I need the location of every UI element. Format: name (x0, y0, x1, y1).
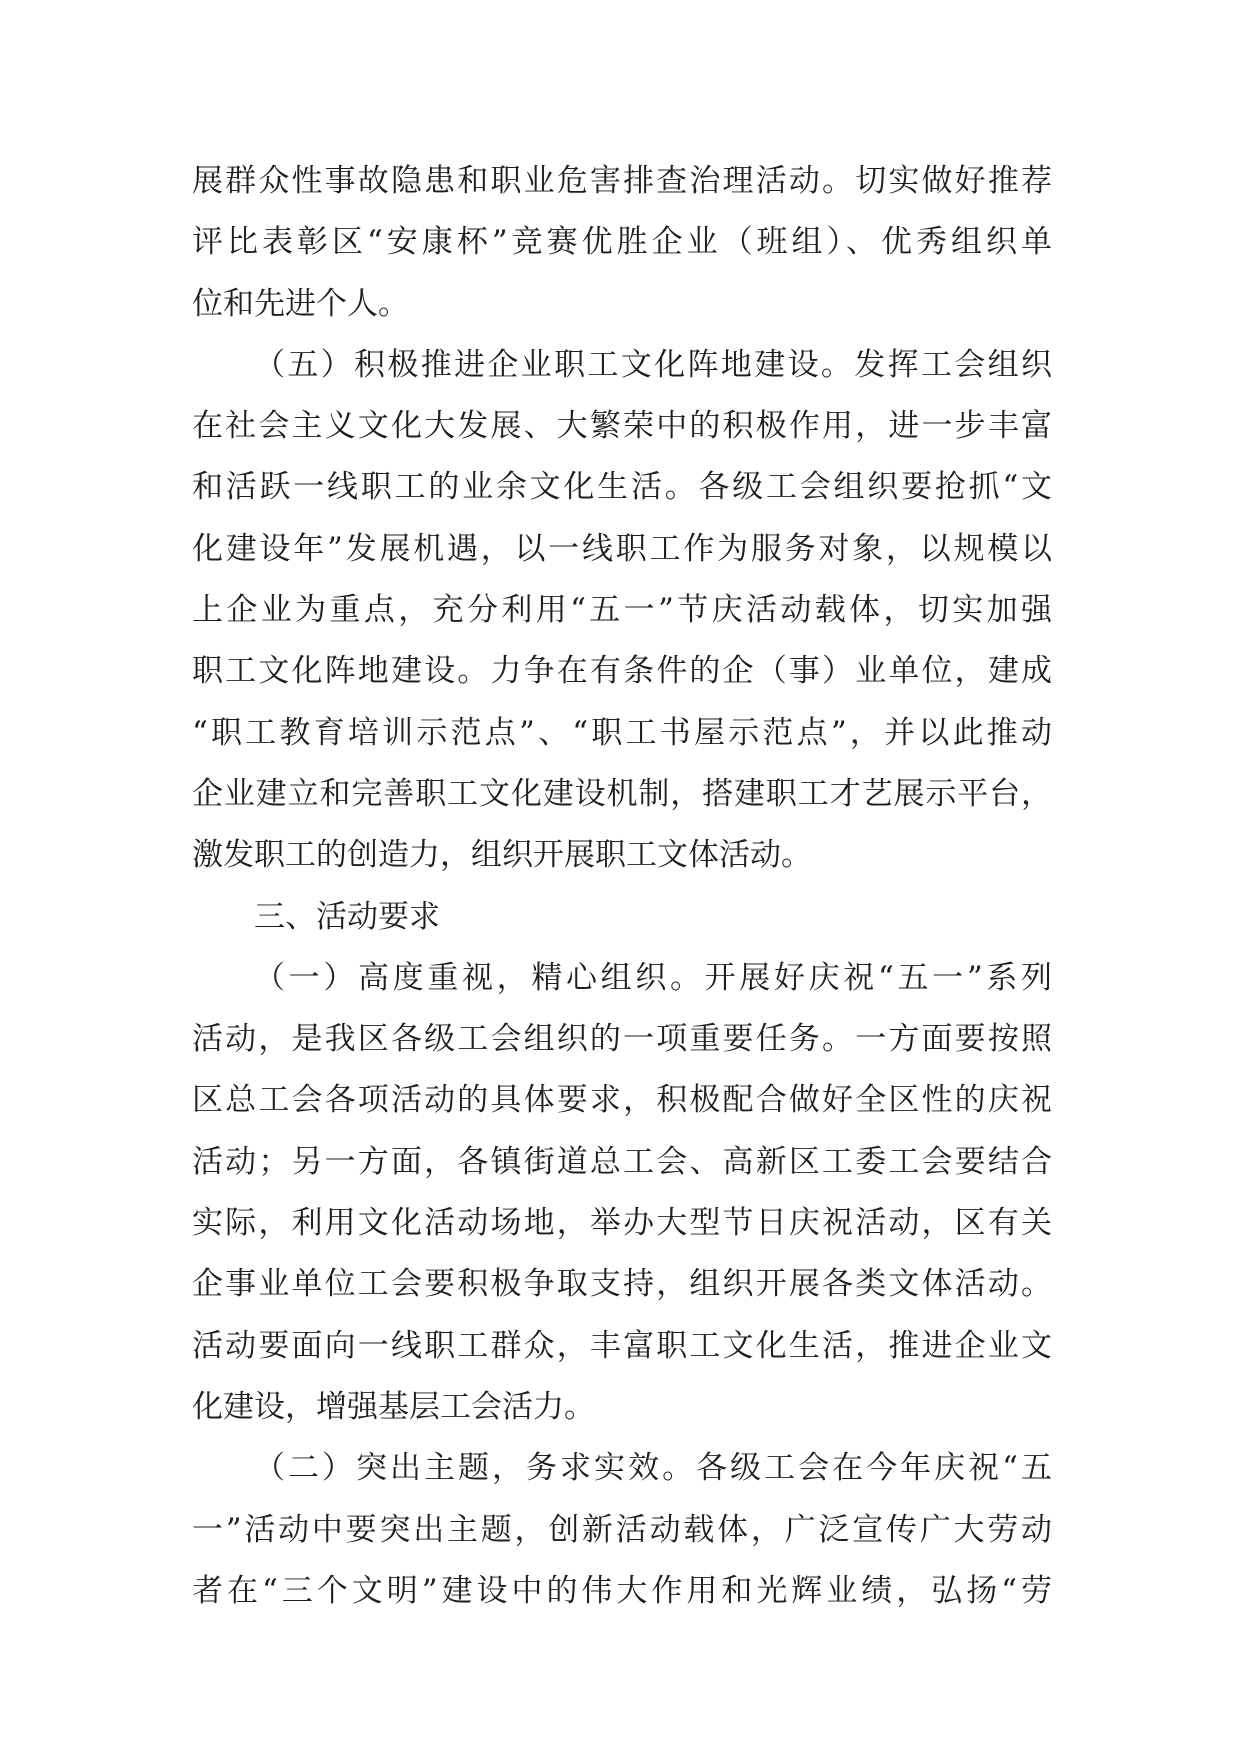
text-line: 上企业为重点，充分利用“五一”节庆活动载体，切实加强 (192, 592, 1052, 629)
text-line: 激发职工的创造力，组织开展职工文体活动。 (192, 837, 812, 874)
text-line: “职工教育培训示范点”、“职工书屋示范点”，并以此推动 (192, 714, 1052, 751)
text-line: 实际，利用文化活动场地，举办大型节日庆祝活动，区有关 (192, 1205, 1052, 1242)
text-line: 活动，是我区各级工会组织的一项重要任务。一方面要按照 (192, 1021, 1052, 1058)
text-line: （二）突出主题，务求实效。各级工会在今年庆祝“五 (254, 1450, 1052, 1487)
text-line: 职工文化阵地建设。力争在有条件的企（事）业单位，建成 (192, 653, 1052, 690)
text-line: 在社会主义文化大发展、大繁荣中的积极作用，进一步丰富 (192, 408, 1052, 445)
text-line: 展群众性事故隐患和职业危害排查治理活动。切实做好推荐 (192, 163, 1052, 199)
text-line: 活动要面向一线职工群众，丰富职工文化生活，推进企业文 (192, 1327, 1052, 1364)
text-line: 一”活动中要突出主题，创新活动载体，广泛宣传广大劳动 (192, 1511, 1052, 1548)
text-line: 和活跃一线职工的业余文化生活。各级工会组织要抢抓“文 (192, 469, 1052, 506)
text-line: 活动；另一方面，各镇街道总工会、高新区工委工会要结合 (192, 1143, 1052, 1180)
text-line: 化建设年”发展机遇，以一线职工作为服务对象，以规模以 (192, 530, 1052, 567)
text-line: 评比表彰区“安康杯”竞赛优胜企业（班组）、优秀组织单 (192, 224, 1052, 261)
text-line: 区总工会各项活动的具体要求，积极配合做好全区性的庆祝 (192, 1082, 1052, 1119)
text-line: 企事业单位工会要积极争取支持，组织开展各类文体活动。 (192, 1266, 1052, 1303)
text-line: （一）高度重视，精心组织。开展好庆祝“五一”系列 (254, 959, 1052, 996)
document-body (192, 151, 1052, 1622)
text-line: 者在“三个文明”建设中的伟大作用和光辉业绩，弘扬“劳 (192, 1572, 1052, 1609)
text-line: 三、活动要求 (254, 898, 440, 935)
text-line: （五）积极推进企业职工文化阵地建设。发挥工会组织 (254, 346, 1052, 383)
text-line: 化建设，增强基层工会活力。 (192, 1388, 595, 1425)
text-line: 位和先进个人。 (192, 285, 409, 322)
text-line: 企业建立和完善职工文化建设机制，搭建职工才艺展示平台， (192, 775, 1052, 812)
